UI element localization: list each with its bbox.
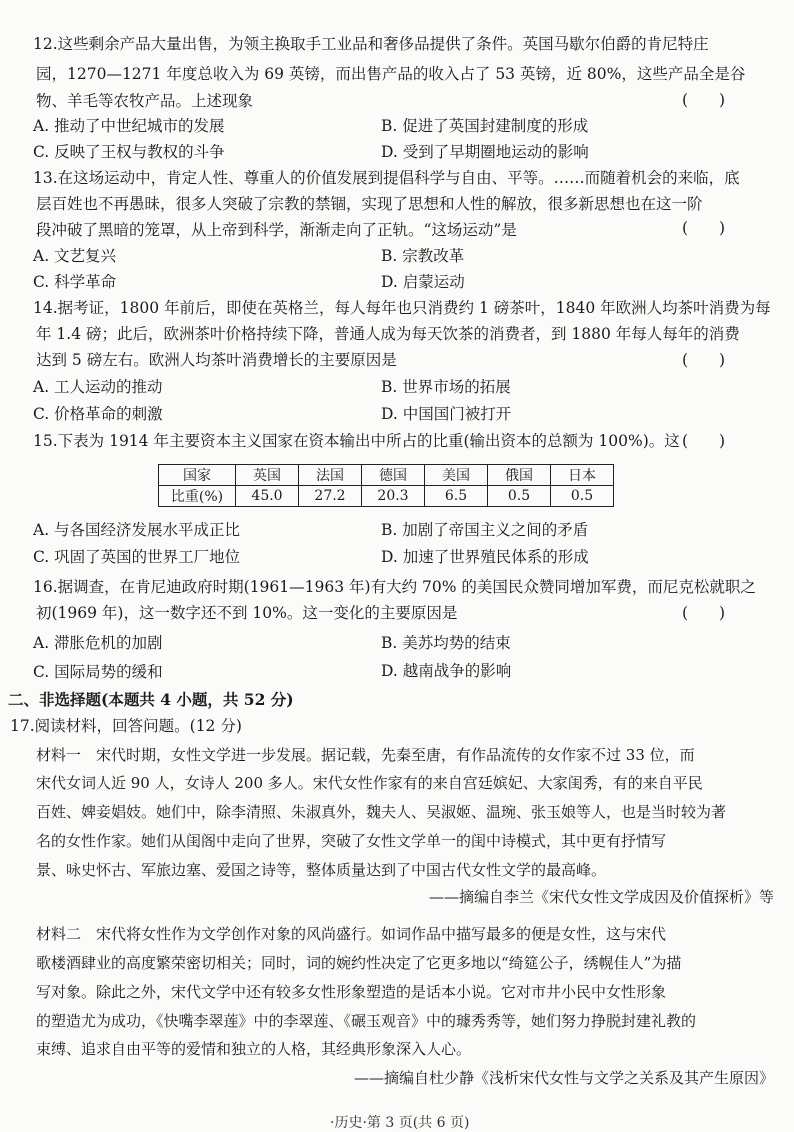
q13-line-2: 层百姓也不再愚昧，很多人突破了宗教的禁锢，实现了思想和人性的解放，很多新思想也在这一阶 — [36, 195, 703, 213]
q14-option-c[interactable]: C. 价格革命的刺激 — [33, 405, 163, 423]
material-1-source: ——摘编自李兰《宋代女性文学成因及价值探析》等 — [428, 888, 774, 906]
table-row — [159, 486, 614, 507]
q12-answer-paren: ( ) — [682, 91, 726, 109]
material-2-line-2: 歌楼酒肆业的高度繁荣密切相关；同时，词的婉约性决定了它更多地以“绮筵公子，绣幌佳人”为描 — [36, 954, 682, 972]
q15-answer-paren: ( ) — [682, 432, 726, 450]
q12-line-1: 12.这些剩余产品大量出售，为领主换取手工业品和奢侈品提供了条件。英国马歇尔伯爵的肯尼特庄 — [33, 35, 709, 53]
table-cell: 6.5 — [425, 486, 488, 507]
material-2-line-4: 的塑造尤为成功，《快嘴李翠莲》中的李翠莲、《碾玉观音》中的璩秀秀等，她们努力挣脱封建礼教的 — [36, 1012, 697, 1030]
q13-answer-paren: ( ) — [682, 219, 726, 237]
material-2-line-3: 写对象。除此之外，宋代文学中还有较多女性形象塑造的是话本小说。它对市井小民中女性形象 — [36, 983, 667, 1001]
material-2-source: ——摘编自杜少静《浅析宋代女性与文学之关系及其产生原因》 — [353, 1069, 774, 1087]
material-1-line-2: 宋代女词人近 90 人，女诗人 200 多人。宋代女性作家有的来自宫廷嫔妃、大家闺秀，有的来自平民 — [36, 774, 703, 792]
q12-option-c[interactable]: C. 反映了王权与教权的斗争 — [33, 143, 225, 161]
q13-line-1: 13.在这场运动中，肯定人性、尊重人的价值发展到提倡科学与自由、平等。……而随着机会的来临，底 — [33, 169, 740, 187]
table-cell: 英国 — [236, 465, 299, 486]
q14-line-3: 达到 5 磅左右。欧洲人均茶叶消费增长的主要原因是 — [36, 351, 397, 369]
q14-option-d[interactable]: D. 中国国门被打开 — [381, 405, 512, 423]
material-1-line-5: 景、咏史怀古、军旅边塞、爱国之诗等，整体质量达到了中国古代女性文学的最高峰。 — [36, 861, 607, 879]
page-footer: ·历史·第 3 页(共 6 页) — [330, 1115, 470, 1131]
table-cell: 俄国 — [488, 465, 551, 486]
q15-option-b[interactable]: B. 加剧了帝国主义之间的矛盾 — [381, 521, 589, 539]
q15-option-a[interactable]: A. 与各国经济发展水平成正比 — [33, 521, 241, 539]
q13-line-3: 段冲破了黑暗的笼罩，从上帝到科学，渐渐走向了正轨。“这场运动”是 — [36, 221, 517, 239]
q14-answer-paren: ( ) — [682, 351, 726, 369]
material-1-line-4: 名的女性作家。她们从闺阁中走向了世界，突破了女性文学单一的闺中诗模式，其中更有抒情写 — [36, 832, 667, 850]
q16-option-c[interactable]: C. 国际局势的缓和 — [33, 663, 163, 681]
table-header-row — [159, 465, 614, 486]
capital-export-share-table — [158, 464, 614, 507]
q16-option-a[interactable]: A. 滞胀危机的加剧 — [33, 634, 163, 652]
table-cell: 美国 — [425, 465, 488, 486]
table-cell: 0.5 — [488, 486, 551, 507]
table-cell: 德国 — [362, 465, 425, 486]
q14-option-b[interactable]: B. 世界市场的拓展 — [381, 378, 511, 396]
q16-line-1: 16.据调查，在肯尼迪政府时期(1961—1963 年)有大约 70% 的美国民众赞同增加军费，而尼克松就职之 — [33, 578, 756, 596]
q12-option-d[interactable]: D. 受到了早期圈地运动的影响 — [381, 143, 589, 161]
q13-option-c[interactable]: C. 科学革命 — [33, 273, 117, 291]
q14-line-1: 14.据考证，1800 年前后，即使在英格兰，每人每年也只消费约 1 磅茶叶，1840 年欧洲人均茶叶消费为每 — [33, 299, 771, 317]
material-2-line-1: 材料二 宋代将女性作为文学创作对象的风尚盛行。如词作品中描写最多的便是女性，这与宋代 — [36, 925, 667, 943]
q14-option-a[interactable]: A. 工人运动的推动 — [33, 378, 163, 396]
q16-answer-paren: ( ) — [682, 604, 726, 622]
q12-line-2: 园，1270—1271 年度总收入为 69 英镑，而出售产品的收入占了 53 英镑，近 80%，这些产品全是谷 — [36, 65, 746, 83]
section-2-heading: 二、非选择题(本题共 4 小题，共 52 分) — [8, 690, 294, 709]
table-cell: 法国 — [299, 465, 362, 486]
q17-title: 17.阅读材料，回答问题。(12 分) — [10, 717, 242, 735]
table-cell: 国家 — [159, 465, 236, 486]
q15-option-c[interactable]: C. 巩固了英国的世界工厂地位 — [33, 548, 241, 566]
table-cell: 日本 — [551, 465, 614, 486]
material-1-line-3: 百姓、婢妾娼妓。她们中，除李清照、朱淑真外，魏夫人、吴淑姬、温琬、张玉娘等人，也是当时较为著 — [36, 803, 727, 821]
table-cell: 27.2 — [299, 486, 362, 507]
q13-option-a[interactable]: A. 文艺复兴 — [33, 247, 117, 265]
table-cell: 45.0 — [236, 486, 299, 507]
table-cell: 20.3 — [362, 486, 425, 507]
q16-line-2: 初(1969 年)，这一数字还不到 10%。这一变化的主要原因是 — [36, 604, 458, 622]
table-cell: 0.5 — [551, 486, 614, 507]
q15-option-d[interactable]: D. 加速了世界殖民体系的形成 — [381, 548, 589, 566]
q12-line-3: 物、羊毛等农牧产品。上述现象 — [36, 92, 254, 110]
q12-option-b[interactable]: B. 促进了英国封建制度的形成 — [381, 117, 589, 135]
table-cell: 比重(%) — [159, 486, 236, 507]
q13-option-b[interactable]: B. 宗教改革 — [381, 247, 465, 265]
q16-option-d[interactable]: D. 越南战争的影响 — [381, 662, 512, 680]
q16-option-b[interactable]: B. 美苏均势的结束 — [381, 634, 511, 652]
q13-option-d[interactable]: D. 启蒙运动 — [381, 273, 465, 291]
material-1-line-1: 材料一 宋代时期，女性文学进一步发展。据记载，先秦至唐，有作品流传的女作家不过 33 位，而 — [36, 746, 695, 764]
material-2-line-5: 束缚、追求自由平等的爱情和独立的人格，其经典形象深入人心。 — [36, 1040, 472, 1058]
q14-line-2: 年 1.4 磅；此后，欧洲茶叶价格持续下降，普通人成为每天饮茶的消费者，到 1880 年每人每年的消费 — [36, 325, 740, 343]
q12-option-a[interactable]: A. 推动了中世纪城市的发展 — [33, 117, 225, 135]
q15-line-1: 15.下表为 1914 年主要资本主义国家在资本输出中所占的比重(输出资本的总额为 100%)。这 — [33, 432, 680, 450]
